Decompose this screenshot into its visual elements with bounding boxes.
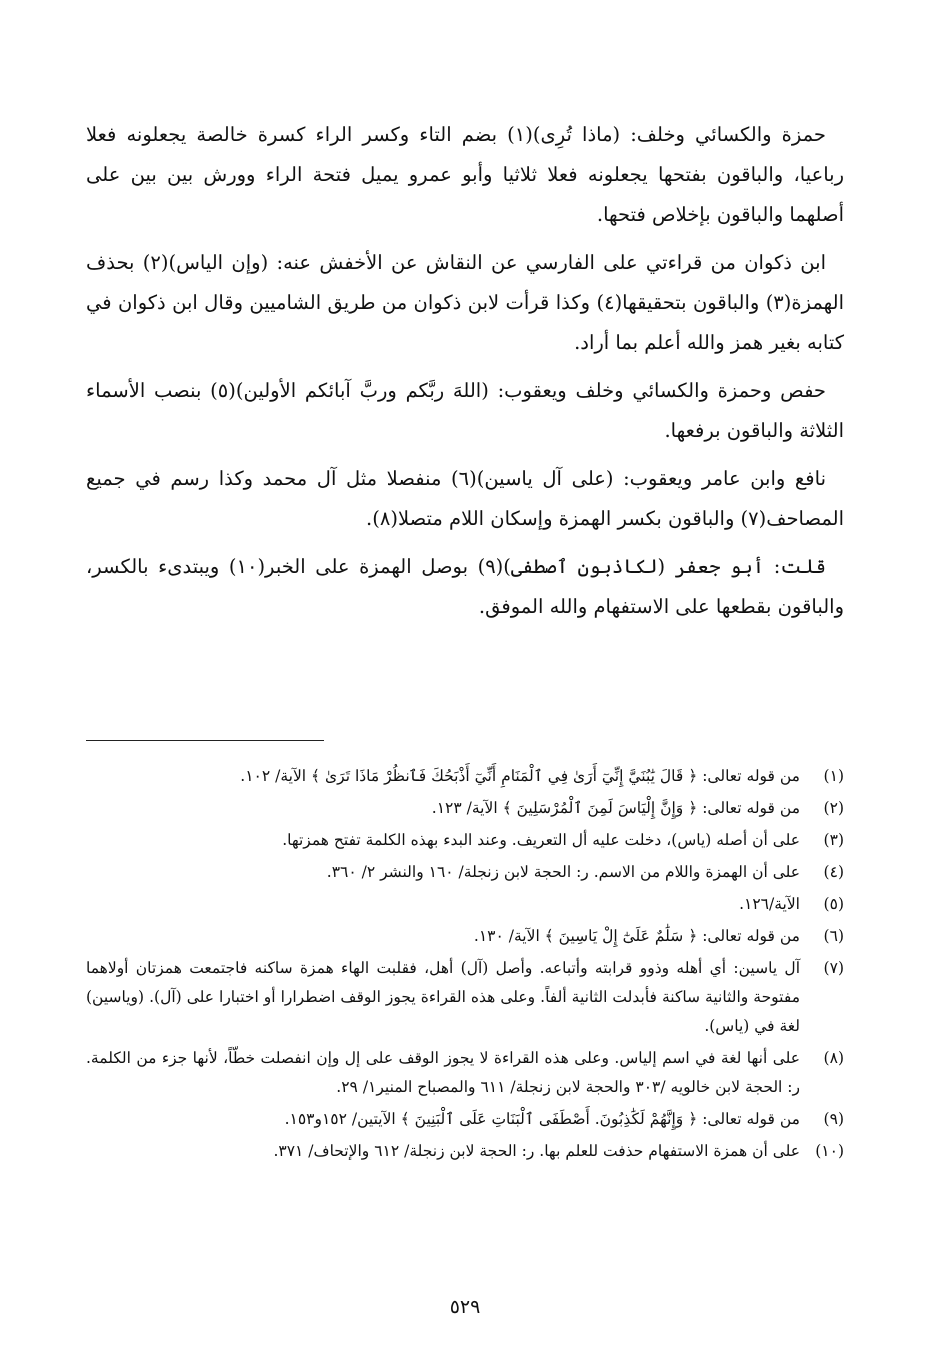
footnote-number: (٦) bbox=[823, 927, 844, 945]
footnote-text: على أن الهمزة واللام من الاسم. ر: الحجة لابن زنجلة/ ١٦٠ والنشر ٢/ ٣٦٠. bbox=[326, 863, 800, 881]
footnote-number: (٢) bbox=[823, 799, 844, 817]
footnote-text: من قوله تعالى: ﴿ وَإِنَّهُمْ لَكَٰذِبُونَ. أَصْطَفَى ٱلْبَنَاتِ عَلَى ٱلْبَنِينَ ﴾ الآيتين/ ١٥٢و١٥٣. bbox=[284, 1110, 800, 1128]
footnote-text: آل ياسين: أي أهله وذوو قرابته وأتباعه. وأصل (آل) أهل، فقلبت الهاء همزة ساكنه فاجتمعت همزتان أولاهما مفتوحة والثانية ساكنة فأبدلت الثانية ألفاً. وعلى هذه القراءة يجوز الوقف اضطرارا أو اختبارا على (آل). (وياسين) لغة في (ياس). bbox=[86, 959, 800, 1035]
paragraph-3 bbox=[86, 371, 844, 451]
footnote-number: (١٠) bbox=[815, 1142, 844, 1160]
footnote-2 bbox=[86, 794, 844, 823]
main-text bbox=[86, 115, 844, 635]
paragraph-1 bbox=[86, 115, 844, 235]
paragraph-text: نافع وابن عامر ويعقوب: (على آل ياسين)(٦) منفصلا مثل آل محمد وكذا رسم في جميع المصاحف(٧) والباقون بكسر الهمزة وإسكان اللام متصلا(٨). bbox=[86, 467, 844, 530]
page-number: ٥٢٩ bbox=[449, 1296, 481, 1318]
footnote-number: (٣) bbox=[823, 831, 844, 849]
footnote-6 bbox=[86, 922, 844, 951]
footnote-number: (٥) bbox=[823, 895, 844, 913]
paragraph-2 bbox=[86, 243, 844, 363]
footnotes bbox=[86, 762, 844, 1169]
footnote-text: من قوله تعالى: ﴿ وَإِنَّ إِلْيَاسَ لَمِنَ ٱلْمُرْسَلِينَ ﴾ الآية/ ١٢٣. bbox=[431, 799, 800, 817]
book-page bbox=[86, 0, 844, 1366]
footnote-8 bbox=[86, 1044, 844, 1102]
footnote-text: على أن أصله (ياس)، دخلت عليه أل التعريف. وعند البدء بهذه الكلمة تفتح همزتها. bbox=[282, 831, 800, 849]
paragraph-text: حمزة والكسائي وخلف: (ماذا تُرِى)(١) بضم التاء وكسر الراء كسرة خالصة يجعلونه فعلا رباعيا، والباقون بفتحها يجعلونه فعلا ثلاثيا وأبو عمرو يميل فتحة الراء وورش بين بين على أصلهما والباقون بإخلاص فتحها. bbox=[86, 123, 844, 226]
paragraph-text: ابن ذكوان من قراءتي على الفارسي عن النقاش عن الأخفش عنه: (وإن الياس)(٢) بحذف الهمزة(٣) والباقون بتحقيقها(٤) وكذا قرأت لابن ذكوان من طريق الشاميين وقال ابن ذكوان في كتابه بغير همز والله أعلم بما أراد. bbox=[86, 251, 844, 354]
footnote-number: (١) bbox=[823, 767, 844, 785]
footnote-7 bbox=[86, 954, 844, 1041]
footnote-divider bbox=[86, 740, 324, 741]
footnote-9 bbox=[86, 1105, 844, 1134]
footnote-text: على أن همزة الاستفهام حذفت للعلم بها. ر: الحجة لابن زنجلة/ ٦١٢ والإتحاف/ ٣٧١. bbox=[273, 1142, 800, 1160]
footnote-5 bbox=[86, 890, 844, 919]
footnote-number: (٨) bbox=[823, 1049, 844, 1067]
footnote-text: الآية/١٢٦. bbox=[739, 895, 800, 913]
paragraph-4 bbox=[86, 459, 844, 539]
paragraph-text: حفص وحمزة والكسائي وخلف ويعقوب: (اللهَ ربَّكم وربَّ آبائكم الأولين)(٥) بنصب الأسماء الثلاثة والباقون برفعها. bbox=[86, 379, 844, 442]
footnote-1 bbox=[86, 762, 844, 791]
footnote-10 bbox=[86, 1137, 844, 1166]
paragraph-5 bbox=[86, 547, 844, 627]
footnote-number: (٧) bbox=[823, 959, 844, 977]
footnote-text: على أنها لغة في اسم إلياس. وعلى هذه القراءة لا يجوز الوقف على إل وإن انفصلت خطّاً، لأنها جزء من الكلمة. ر: الحجة لابن خالويه /٣٠٣ والحجة لابن زنجلة/ ٦١١ والمصباح المنير١/ ٢٩. bbox=[86, 1049, 800, 1096]
paragraph-text: قلت: أبو جعفر (لكاذبون ٱصطفى)(٩) بوصل الهمزة على الخبر(١٠) ويبتدىء بالكسر، والباقون بقطعها على الاستفهام والله الموفق. bbox=[86, 555, 844, 618]
footnote-number: (٤) bbox=[823, 863, 844, 881]
footnote-text: من قوله تعالى: ﴿ سَلَٰمٌ عَلَىٰٓ إِلْ يَاسِينَ ﴾ الآية/ ١٣٠. bbox=[473, 927, 800, 945]
footnote-number: (٩) bbox=[823, 1110, 844, 1128]
footnote-3 bbox=[86, 826, 844, 855]
footnote-text: من قوله تعالى: ﴿ قَالَ يَٰبُنَيَّ إِنِّيٓ أَرَىٰ فِي ٱلْمَنَامِ أَنِّيٓ أَذْبَحُكَ فَٱنظُرْ مَاذَا تَرَىٰ ﴾ الآية/ ١٠٢. bbox=[240, 767, 800, 785]
footnote-4 bbox=[86, 858, 844, 887]
